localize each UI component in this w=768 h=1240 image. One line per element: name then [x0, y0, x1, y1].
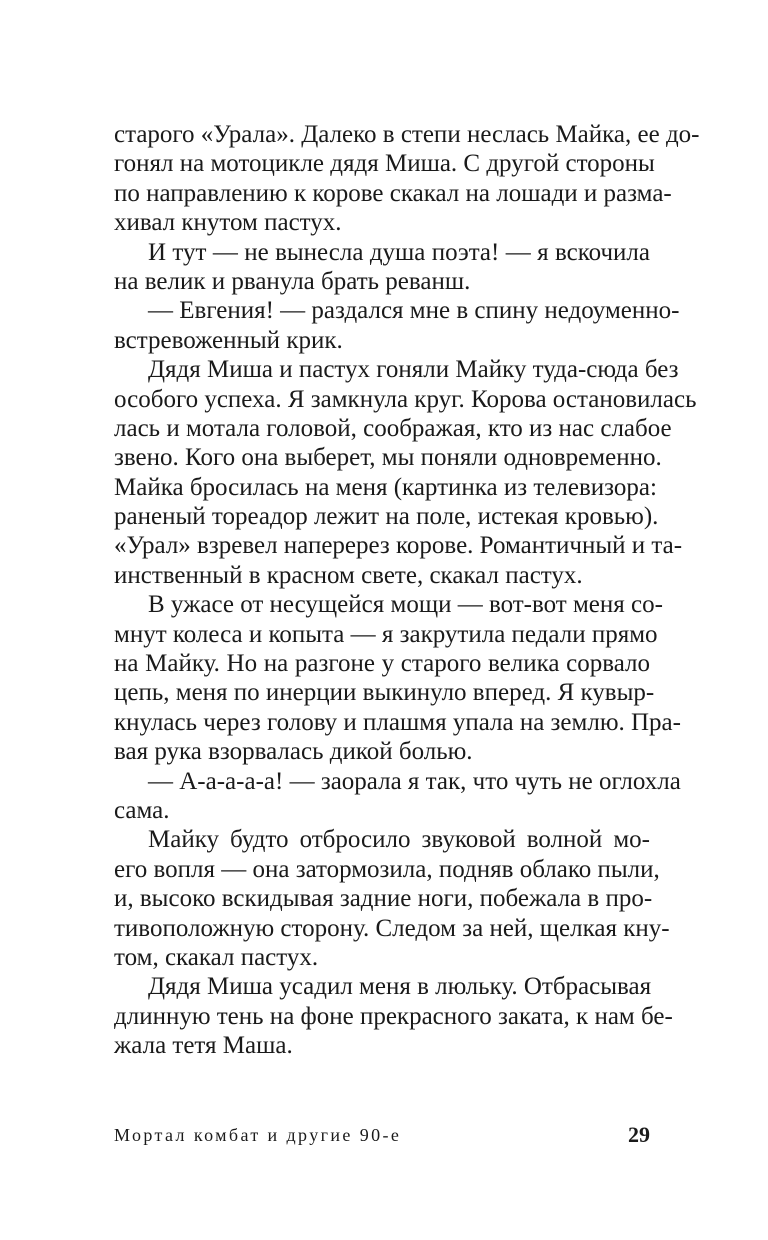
- text-line: звено. Кого она выберет, мы поняли одновременно.: [114, 444, 662, 472]
- page-footer: [114, 1120, 650, 1150]
- text-line: кнулась через голову и плашмя упала на землю. Пра-: [114, 708, 681, 736]
- text-line: гонял на мотоцикле дядя Миша. С другой стороны: [114, 150, 655, 178]
- text-line: его вопля — она затормозила, подняв облако пыли,: [114, 855, 660, 883]
- text-line: инственный в красном свете, скакал пастух.: [114, 561, 583, 589]
- text-line: Майку будто отбросило звуковой волной мо-: [148, 826, 650, 854]
- text-line: вая рука взорвалась дикой болью.: [114, 738, 473, 766]
- text-line: — Евгения! — раздался мне в спину недоуменно-: [148, 297, 680, 325]
- book-page-text: [114, 120, 700, 1061]
- text-line: Дядя Миша усадил меня в люльку. Отбрасывая: [148, 973, 652, 1001]
- running-title: Мортал комбат и другие 90-е: [114, 1125, 402, 1145]
- text-line: жала тетя Маша.: [114, 1032, 293, 1060]
- text-line: на Майку. Но на разгоне у старого велика сорвало: [114, 650, 650, 678]
- text-line: встревоженный крик.: [114, 326, 343, 354]
- text-line: хивал кнутом пастух.: [114, 209, 342, 237]
- text-line: тивоположную сторону. Следом за ней, щелкая кну-: [114, 914, 670, 942]
- text-line: цепь, меня по инерции выкинуло вперед. Я кувыр-: [114, 679, 655, 707]
- text-line: Дядя Миша и пастух гоняли Майку туда-сюда без: [148, 356, 679, 384]
- text-line: И тут — не вынесла душа поэта! — я вскочила: [148, 238, 650, 266]
- text-line: на велик и рванула брать реванш.: [114, 267, 471, 295]
- text-line: раненый тореадор лежит на поле, истекая кровью).: [114, 503, 659, 531]
- text-line: «Урал» взревел наперерез корове. Романтичный и та-: [114, 532, 683, 560]
- text-line: — А-а-а-а-а! — заорала я так, что чуть не оглохла: [148, 767, 681, 795]
- text-line: Майка бросилась на меня (картинка из телевизора:: [114, 473, 657, 501]
- text-line: том, скакал пастух.: [114, 943, 319, 971]
- text-line: лась и мотала головой, соображая, кто из нас слабое: [114, 414, 672, 442]
- text-line: и, высоко вскидывая задние ноги, побежала в про-: [114, 885, 653, 913]
- text-line: старого «Урала». Далеко в степи неслась Майка, ее до-: [114, 121, 700, 148]
- text-line: В ужасе от несущейся мощи — вот-вот меня со-: [148, 591, 663, 619]
- page-number: 29: [628, 1122, 650, 1147]
- text-line: по направлению к корове скакал на лошади и разма-: [114, 179, 672, 207]
- text-line: мнут колеса и копыта — я закрутила педали прямо: [114, 620, 658, 648]
- text-line: сама.: [114, 796, 170, 824]
- text-line: особого успеха. Я замкнула круг. Корова остановилась: [114, 385, 697, 413]
- text-line: длинную тень на фоне прекрасного заката, к нам бе-: [114, 1002, 673, 1030]
